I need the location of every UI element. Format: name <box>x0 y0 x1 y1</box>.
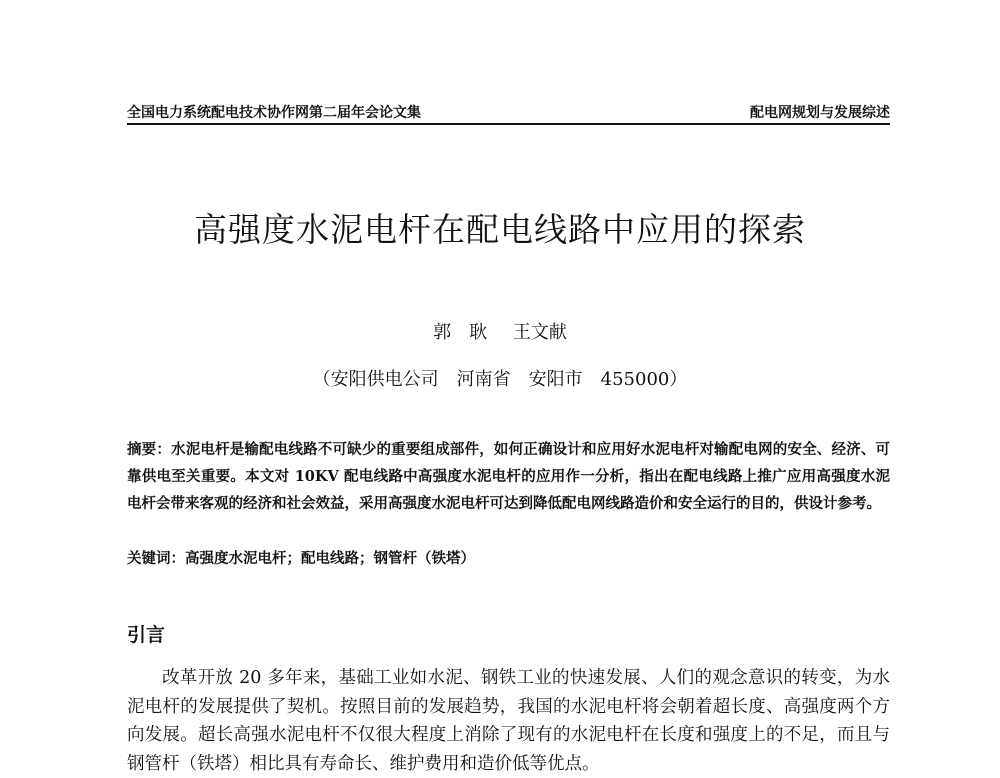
abstract <box>127 436 890 517</box>
header-left: 全国电力系统配电技术协作网第二届年会论文集 <box>127 105 421 121</box>
authors <box>0 318 1000 344</box>
keywords <box>127 547 890 568</box>
body-paragraph: 改革开放 20 多年来，基础工业如水泥、钢铁工业的快速发展、人们的观念意识的转变，为水泥电杆的发展提供了契机。按照目前的发展趋势，我国的水泥电杆将会朝着超长度、高强度两个方向发展。超长高强水泥电杆不仅很大程度上消除了现有的水泥电杆在长度和强度上的不足，而且与钢管杆（铁塔）相比具有寿命长、维护费用和造价低等优点。 <box>127 668 890 774</box>
header-rule <box>127 123 890 125</box>
author: 郭 耿 <box>433 322 488 343</box>
keywords-label: 关键词： <box>127 550 185 567</box>
abstract-text: 水泥电杆是输配电线路不可缺少的重要组成部件，如何正确设计和应用好水泥电杆对输配电网的安全、经济、可靠供电至关重要。本文对 10KV 配电线路中高强度水泥电杆的应用作一分析，指出在配电线路上推广应用高强度水泥电杆会带来客观的经济和社会效益，采用高强度水泥电杆可达到降低配电网线路造价和安全运行的目的，供设计参考。 <box>127 441 890 512</box>
paper-title: 高强度水泥电杆在配电线路中应用的探索 <box>194 210 806 249</box>
keywords-text: 高强度水泥电杆；配电线路；钢管杆（铁塔） <box>185 550 475 567</box>
running-header <box>127 102 890 122</box>
affiliation: （安阳供电公司 河南省 安阳市 455000） <box>312 369 688 390</box>
abstract-label: 摘要： <box>127 441 172 458</box>
author: 王文献 <box>512 322 567 343</box>
section-heading: 引言 <box>127 624 166 646</box>
header-right: 配电网规划与发展综述 <box>750 105 890 121</box>
